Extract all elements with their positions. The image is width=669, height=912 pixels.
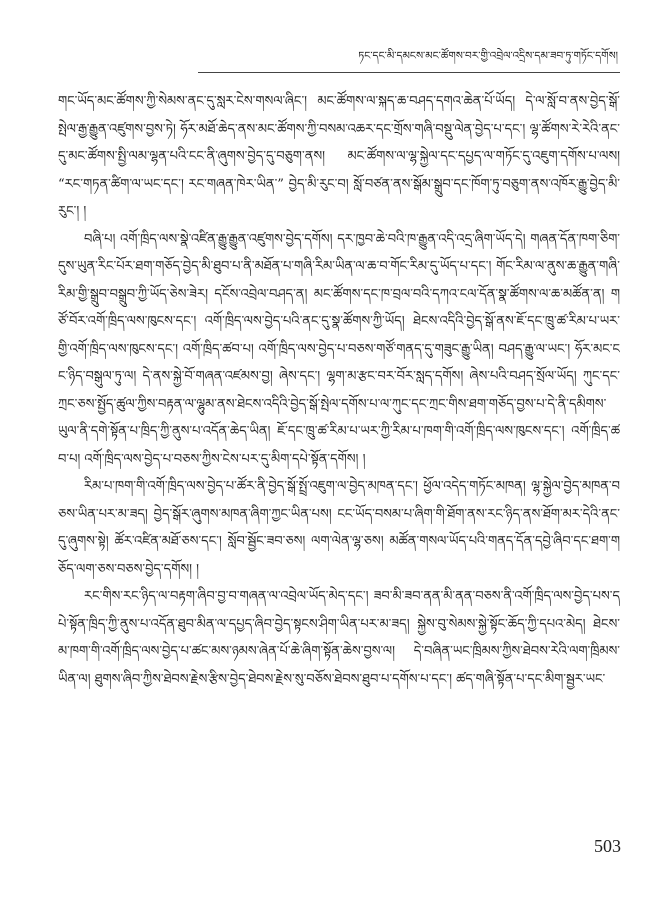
paragraph-4: རང་གིས་རང་ཉིད་ལ་བརྟག་ཞིབ་བྱ་བ་གཞན་ལ་འབྲེལ་ཡོད་མེད་དང་། ཟབ་མི་ཟབ་ནན་མི་ནན་བཅས་ནི་འགོ་ཁྲིད་ལས་བྱེད་པས་དཔེ་སྟོན་ཁྲིད་ཀྱི་ནུས་པ་འདོན་ཐུབ་མིན་ལ་དཔྱད་ཞིབ་བྱེད་སྟངས་ཤིག་ཡིན་པར་མ་ཟད། སྐྱེས་བུ་སེམས་སྐྱེ་སྟོང་ཆོད་ཀྱི་དཔའ་མེད། ཐེངས་མ་ཁག་གི་འགོ་ཁྲིད་ལས་བྱེད་པ་ཚང་མས་ཉམས་ཞེན་པོ་ཆེ་ཞིག་སྟོན་ཆེས་བྱས་ལ། དེ་བཞིན་ཡང་ཁྲིམས་ཀྱིས་ཐེབས་རེའི་ལག་ཁྲིམས་ཡིན་ལ། ཐུགས་ཞིབ་ཀྱིས་ཐེབས་རྗེས་རྩིས་བྱེད་ཐེབས་རྗེས་སུ་བཅོས་ཐེབས་ཐུབ་པ་དགོས་པ་དང་། ཚད་གཞི་སྟོན་པ་དང་མིག་སྦྱར་ཡང་ [58, 589, 620, 687]
header-rule [198, 72, 620, 73]
body-text [58, 88, 620, 830]
paragraph-3: རིམ་པ་ཁག་གི་འགོ་ཁྲིད་ལས་བྱེད་པ་ཚོར་ནི་བྱེད་སྒོ་སྤྲོ་འཇུག་ལ་བྱེད་མཁན་དང་། ཕྱོལ་འདེད་གཏོང་མཁན། ལྷ་སྐྱེལ་བྱེད་མཁན་བཅས་ཡིན་པར་མ་ཟད། བྱེད་སྒོར་ཞུགས་མཁན་ཞིག་ཀྱང་ཡིན་པས། ངང་ཡོད་བསམ་པ་ཞིག་གི་ཐོག་ནས་རང་ཉིད་ནས་ཐོག་མར་དེའི་ནང་དུ་ཞུགས་སྟེ། ཚོར་འཛིན་མཐོ་ཅས་དང་། སློབ་སྦྱོང་ཟབ་ཅས། ལག་ལེན་ལྷ་ཅས། མཚོན་གསལ་ཡོད་པའི་གནད་དོན་དབྱེ་ཞིབ་དང་ཐག་གཅོད་ལག་ཅས་བཅས་བྱེད་དགོས། ། [58, 479, 620, 577]
paragraph-1: གང་ཡོད་མང་ཚོགས་ཀྱི་སེམས་ནང་དུ་སླར་ངེས་གསལ་ཞིང་། མང་ཚོགས་ལ་སྐད་ཆ་བཤད་དགའ་ཆེན་པོ་ཡོད། དེ་ལ་སློ་བ་ནས་བྱེད་སྒོ་སྤེལ་རྒྱ་རྒྱུན་འཛུགས་བྱས་ཏེ། ཧོར་མཐོ་ཆེད་ནས་མང་ཚོགས་ཀྱི་བསམ་འཆར་དང་གྲོས་གཞི་བསྡུ་ལེན་བྱེད་པ་དང་། ལྷ་ཚོགས་རེ་རེའི་ནང་དུ་མང་ཚོགས་སྤྱི་ལམ་ལྷན་པའི་ངང་ནི་ཞུགས་བྱེད་དུ་བཅུག་ནས། མང་ཚོགས་ལ་ལྷ་སྐྱེལ་དང་དཔྱད་ལ་གཏོང་དུ་འཇུག་དགོས་པ་ལས། “རང་གཏན་ཚིག་ལ་ཡང་དང་། རང་གཞན་ཁེར་ཡིན་” བྱེད་མི་རུང་བ། སློ་བཙན་ནས་སྒོམ་སྒྲུབ་དང་ཁོག་ཏུ་བཅུག་ནས་འཁོར་རྒྱུ་བྱེད་མི་རུང་། ། [58, 94, 620, 219]
page-number: 503 [594, 836, 621, 856]
paragraph-2: བཞི་པ། འགོ་ཁྲིད་ལས་སྣེ་འཛིན་རྒྱུ་རྒྱུན་འཛུགས་བྱེད་དགོས། དར་ཁྱབ་ཆེ་བའི་ཁ་རྒྱུན་འདི་འདྲ་ཞིག་ཡོད་དེ། གཞན་དོན་ཁག་ཅིག་དུས་ཡུན་རིང་པོར་ཐག་གཅོད་བྱེད་མི་ཐུབ་པ་ནི་མཐོན་པ་གཞི་རིམ་ཡིན་ལ་ཆ་བ་གོང་རིམ་དུ་ཡོད་པ་དང་། གོང་རིམ་ལ་ནུས་ཆ་རྒྱུན་གཞི་རིམ་གྱི་སྒྲུབ་བསྒྲུབ་ཀྱི་ཡོད་ཅེས་ཟེར། དངོས་འབྲེལ་བཤད་ན། མང་ཚོགས་དང་ཁ་བྲལ་བའི་དཀའ་ངལ་དོན་སྣ་ཚོགས་ལ་ཆ་མཚོན་ན། གཙོ་བོར་འགོ་ཁྲིད་ལས་ཁུངས་དང་། འགོ་ཁྲིད་ལས་བྱེད་པའི་ནང་དུ་སྣ་ཚོགས་ཀྱི་ཡོད། ཐེངས་འདིའི་བྱེད་སྒོ་ནས་ཇོ་དང་ཁྲུ་ཚ་རིམ་པ་ཡར་གྱི་འགོ་ཁྲིད་ལས་ཁུངས་དང་། འགོ་ཁྲིད་ཚབ་པ། འགོ་ཁྲིད་ལས་བྱེད་པ་བཅས་གཙོ་གནད་དུ་གཟུང་རྒྱུ་ཡིན། བཤད་རྒྱུ་ལ་ཡང་། ཧོར་མང་ངང་ཉིད་བསྒུལ་ཏུ་ལ། དེ་ནས་སྐྱེ་བོ་གཞན་འཛམས་བྱ། ཞེས་དང་། ལྷག་མ་རྩང་བར་བོར་སླད་དགོས། ཞེས་པའི་བཤད་སྲོལ་ཡོད། ཀུང་དང་ཀྲང་ཅས་སྤྱོད་ཚུལ་ཀྱིས་བརྟན་ལ་ལྷུམ་ནས་ཐེངས་འདིའི་བྱེད་སྒོ་སྤེལ་དགོས་པ་ལ་ཀུང་དང་ཀྲང་གིས་ཐག་གཅོད་བྱས་པ་དེ་ནི་དམིགས་ཡུལ་ནི་དགེ་སྟོན་པ་ཁྲིད་ཀྱི་ནུས་པ་འདོན་ཆེད་ཡིན། ཇོ་དང་ཁྲུ་ཚ་རིམ་པ་ཡར་ཀྱི་རིམ་པ་ཁག་གི་འགོ་ཁྲིད་ལས་ཁུངས་དང་། འགོ་ཁྲིད་ཚབ་པ། འགོ་ཁྲིད་ལས་བྱེད་པ་བཅས་ཀྱིས་ངེས་པར་དུ་མིག་དཔེ་སྟོན་དགོས། ། [58, 231, 620, 467]
running-head: ཏང་དང་མི་དམངས་མང་ཚོགས་བར་གྱི་འབྲེལ་འདྲིས་དམ་ཟབ་ཏུ་གཏོང་དགོས། [358, 50, 618, 62]
